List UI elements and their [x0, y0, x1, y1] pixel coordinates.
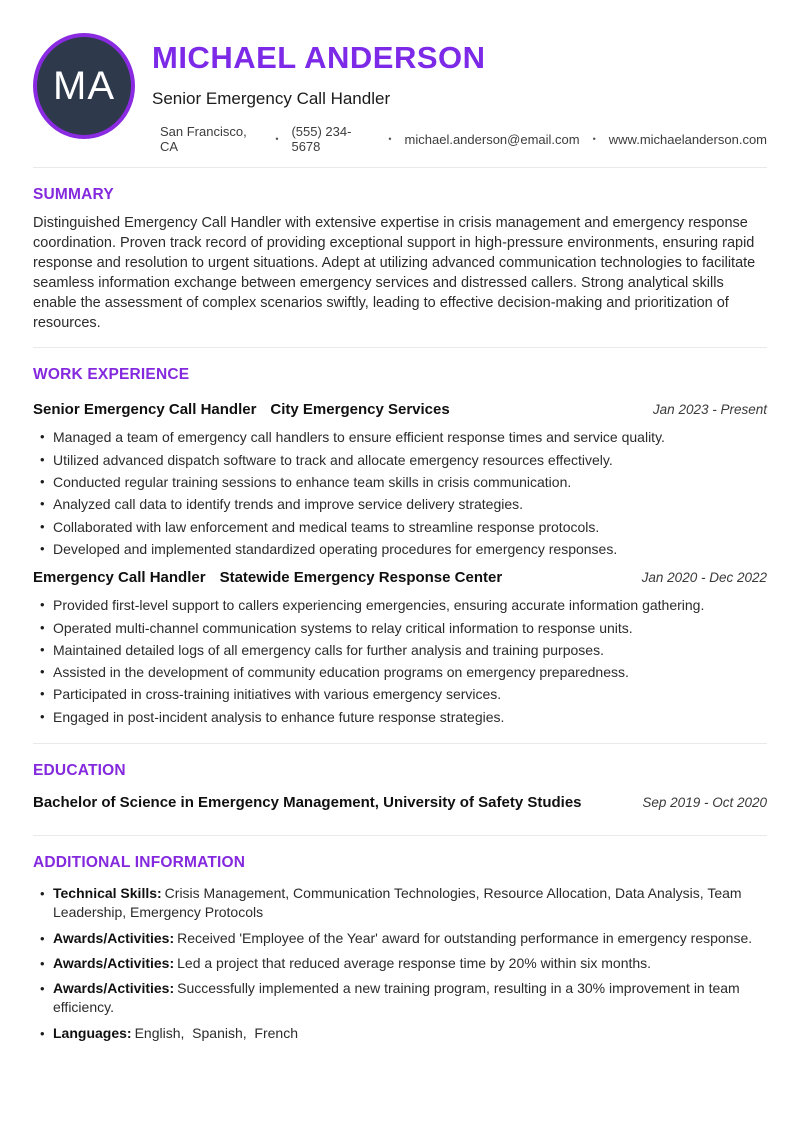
info-item-text: English, Spanish, French [134, 1024, 298, 1041]
info-item-label: Awards/Activities: [53, 954, 175, 971]
job-bullet: • Analyzed call data to identify trends and improve service delivery strategies. [40, 493, 767, 515]
summary-text: Distinguished Emergency Call Handler with extensive expertise in crisis management and emergency response coordination. Proven track record of providing exceptional support in high-pressure environments, ensuring rapid response and resolution to urgent situations. Adept at utilizing advanced communication technologies to facilitate seamless information exchange between emergency services and distressed callers. Strong analytical skills enable the assessment of complex scenarios swiftly, leading to effective decision-making and prioritization of resources. [33, 215, 756, 331]
job-entry [33, 569, 767, 728]
header-job-title: Senior Emergency Call Handler [152, 89, 391, 108]
info-item-label: Technical Skills: [53, 885, 162, 901]
job-dates: Jan 2020 - Dec 2022 [641, 570, 767, 586]
additional-info-list [33, 884, 767, 1043]
job-bullet: • Assisted in the development of community education programs on emergency preparedness. [40, 661, 767, 683]
job-bullet: • Conducted regular training sessions to enhance team skills in crisis communication. [40, 471, 767, 493]
job-company: Statewide Emergency Response Center [219, 569, 503, 587]
info-item-technical-skills [40, 884, 767, 923]
info-item-text: Crisis Management, Communication Technologies, Resource Allocation, Data Analysis, Team Leadership, Emergency Protocols [53, 885, 742, 921]
job-title: Emergency Call Handler [33, 569, 206, 587]
info-item-awards [40, 979, 767, 1018]
additional-information-section [33, 854, 767, 1043]
info-item-awards [40, 929, 767, 948]
education-degree: Bachelor of Science in Emergency Management, University of Safety Studies [33, 794, 582, 811]
education-heading: EDUCATION [33, 762, 126, 779]
job-bullet: • Maintained detailed logs of all emergency calls for further analysis and training purposes. [40, 639, 767, 661]
job-bullet: • Utilized advanced dispatch software to track and allocate emergency resources effectively. [40, 449, 767, 471]
summary-heading: SUMMARY [33, 186, 114, 203]
resume-header [33, 0, 767, 154]
section-divider [33, 835, 767, 836]
job-bullet: • Operated multi-channel communication systems to relay critical information to response units. [40, 617, 767, 639]
summary-section [33, 186, 767, 347]
job-title-company [33, 569, 502, 586]
avatar [33, 33, 135, 139]
header-divider [33, 167, 767, 168]
avatar-initials: MA [53, 63, 115, 108]
education-entry [33, 794, 767, 835]
additional-information-heading: ADDITIONAL INFORMATION [33, 854, 246, 871]
info-item-label: Languages: [53, 1024, 132, 1041]
contact-row [152, 124, 767, 154]
contact-separator-dot: • [275, 133, 279, 144]
job-header [33, 401, 767, 418]
job-bullet: • Managed a team of emergency call handlers to ensure efficient response times and service quality. [40, 426, 767, 448]
contact-phone: (555) 234-5678 [291, 124, 352, 154]
info-item-text: Successfully implemented a new training program, resulting in a 30% improvement in team efficiency. [53, 980, 740, 1016]
info-item-text: Received 'Employee of the Year' award for outstanding performance in emergency response. [177, 929, 753, 946]
contact-separator-dot: • [388, 133, 392, 144]
job-dates: Jan 2023 - Present [652, 402, 767, 418]
job-bullet-list [33, 594, 767, 728]
job-title-company [33, 401, 450, 418]
work-experience-section [33, 366, 767, 743]
work-experience-heading: WORK EXPERIENCE [33, 366, 190, 384]
info-item-label: Awards/Activities: [53, 980, 175, 997]
contact-location: San Francisco, CA [160, 124, 247, 154]
job-bullet: • Participated in cross-training initiatives with various emergency services. [40, 683, 767, 705]
job-bullet: • Engaged in post-incident analysis to enhance future response strategies. [40, 706, 767, 728]
page-title: MICHAEL ANDERSON [152, 40, 486, 75]
job-bullet-list [33, 426, 767, 560]
section-divider [33, 347, 767, 348]
job-entry [33, 401, 767, 560]
job-title: Senior Emergency Call Handler [33, 401, 257, 419]
job-bullet: • Collaborated with law enforcement and medical teams to streamline response protocols. [40, 516, 767, 538]
info-item-languages [40, 1024, 767, 1043]
job-bullet: • Provided first-level support to callers experiencing emergencies, ensuring accurate information gathering. [40, 594, 767, 616]
contact-separator-dot: • [592, 133, 596, 144]
job-bullet: • Developed and implemented standardized operating procedures for emergency responses. [40, 538, 767, 560]
job-company: City Emergency Services [270, 401, 450, 419]
education-section [33, 762, 767, 835]
info-item-text: Led a project that reduced average response time by 20% within six months. [177, 954, 652, 971]
contact-email: michael.anderson@email.com [404, 131, 580, 147]
education-dates: Sep 2019 - Oct 2020 [642, 795, 767, 810]
contact-website: www.michaelanderson.com [608, 131, 767, 147]
info-item-awards [40, 954, 767, 973]
job-header [33, 569, 767, 586]
section-divider [33, 743, 767, 744]
info-item-label: Awards/Activities: [53, 929, 175, 946]
header-text [152, 33, 767, 154]
